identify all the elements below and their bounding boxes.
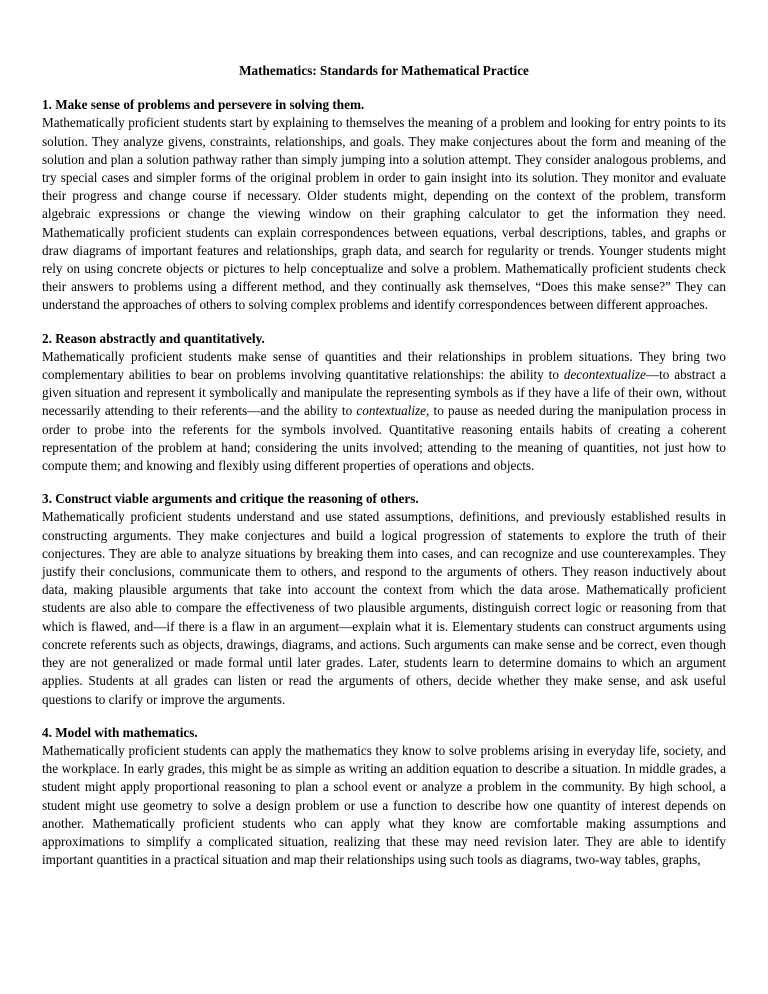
section-body: Mathematically proficient students can apply the mathematics they know to solve problems arising in everyday life, society, and the workplace. In early grades, this might be as simple as writing an addition equation to describe a situation. In middle grades, a student might apply proportional reasoning to plan a school event or analyze a problem in the community. By high school, a student might use geometry to solve a design problem or use a function to describe how one quantity of interest depends on another. Mathematically proficient students who can apply what they know are comfortable making assumptions and approximations to simplify a complicated situation, realizing that these may need revision later. They are able to identify important quantities in a practical situation and map their relationships using such tools as diagrams, two-way tables, graphs,	[42, 742, 726, 868]
emphasized-term: contextualize	[356, 403, 426, 419]
section-body: Mathematically proficient students understand and use stated assumptions, definitions, and previously established results in constructing arguments. They make conjectures and build a logical progression of statements to explore the truth of their conjectures. They are able to analyze situations by breaking them into cases, and can recognize and use counterexamples. They justify their conclusions, communicate them to others, and respond to the arguments of others. They reason inductively about data, making plausible arguments that take into account the context from which the data arose. Mathematically proficient students are also able to compare the effectiveness of two plausible arguments, distinguish correct logic or reasoning from that which is flawed, and—if there is a flaw in an argument—explain what it is. Elementary students can construct arguments using concrete referents such as objects, drawings, diagrams, and actions. Such arguments can make sense and be correct, even though they are not generalized or made formal until later grades. Later, students learn to determine domains to which an argument applies. Students at all grades can listen or read the arguments of others, decide whether they make sense, and ask useful questions to clarify or improve the arguments.	[42, 509, 726, 707]
section-body	[42, 348, 726, 475]
practice-section-2	[42, 330, 726, 476]
section-heading: 2. Reason abstractly and quantitatively.	[42, 330, 265, 346]
section-body: Mathematically proficient students start by explaining to themselves the meaning of a problem and looking for entry points to its solution. They analyze givens, constraints, relationships, and goals. They make conjectures about the form and meaning of the solution and plan a solution pathway rather than simply jumping into a solution attempt. They consider analogous problems, and try special cases and simpler forms of the original problem in order to gain insight into its solution. They monitor and evaluate their progress and change course if necessary. Older students might, depending on the context of the problem, transform algebraic expressions or change the viewing window on their graphing calculator to get the information they need. Mathematically proficient students can explain correspondences between equations, verbal descriptions, tables, and graphs or draw diagrams of important features and relationships, graph data, and search for regularity or trends. Younger students might rely on using concrete objects or pictures to help conceptualize and solve a problem. Mathematically proficient students check their answers to problems using a different method, and they continually ask themselves, “Does this make sense?” They can understand the approaches of others to solving complex problems and identify correspondences between different approaches.	[42, 115, 726, 313]
section-heading: 3. Construct viable arguments and critique the reasoning of others.	[42, 491, 419, 507]
section-heading: 1. Make sense of problems and persevere in solving them.	[42, 97, 365, 113]
document-page	[42, 62, 726, 884]
section-heading: 4. Model with mathematics.	[42, 724, 198, 740]
body-text: Mathematically proficient students make sense of quantities and their relationships in problem situations. They bring two complementary abilities to bear on problems involving quantitative relationships: the ability to	[42, 348, 726, 383]
practice-section-3	[42, 490, 726, 708]
practice-section-1	[42, 96, 726, 314]
emphasized-term: decontextualize	[563, 367, 646, 383]
document-title: Mathematics: Standards for Mathematical Practice	[239, 63, 529, 78]
body-text: , to pause as needed during the manipulation process in order to probe into the referents for the symbols involved. Quantitative reasoning entails habits of creating a coherent representation of the problem at hand; considering the units involved; attending to the meaning of quantities, not just how to compute them; and knowing and flexibly using different properties of operations and objects.	[42, 403, 726, 474]
body-text: —to abstract a given situation and represent it symbolically and manipulate the representing symbols as if they have a life of their own, without necessarily attending to their referents—and the ability to	[42, 367, 726, 419]
practice-section-4	[42, 724, 726, 870]
